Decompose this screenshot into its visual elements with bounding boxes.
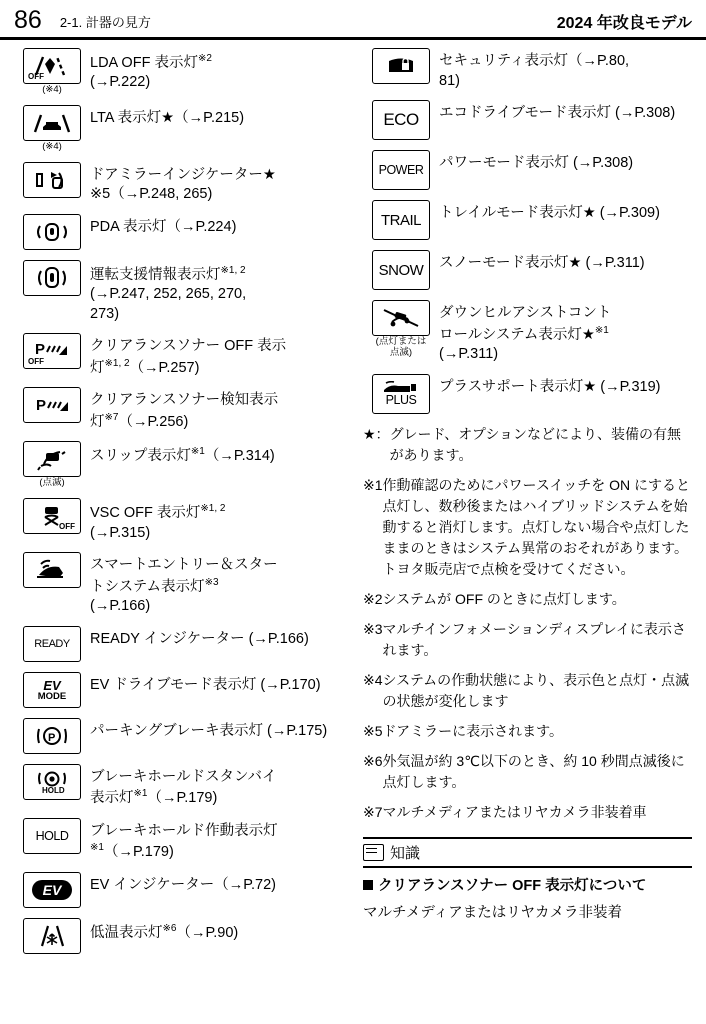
svg-text:P: P (36, 397, 47, 415)
symbol-description: ブレーキホールド作動表示灯 $^{※1}$（→P.179) (90, 822, 278, 861)
symbol-description: スマートエントリー＆スター トシステム表示灯$^{※3}$ (→P.166) (90, 557, 278, 615)
plus-support-icon (372, 374, 430, 414)
symbol-description: スリップ表示灯$^{※1}$（→P.314) (90, 446, 275, 465)
list-item (14, 333, 345, 378)
slip-indicator-icon (23, 441, 81, 477)
footnote-6 (363, 751, 692, 793)
mode-label: MODE (37, 690, 67, 702)
symbol-description: パーキングブレーキ表示灯 (→P.175) (90, 722, 328, 739)
footnote-mark: ※7 (363, 803, 383, 820)
off-label: OFF (28, 72, 44, 81)
symbol-description: セキュリティ表示灯（→P.80, 81) (439, 53, 630, 89)
list-item (14, 918, 345, 955)
knowledge-subheading-text: クリアランスソナー OFF 表示灯について (378, 877, 647, 894)
right-column (353, 48, 692, 964)
list-item (363, 374, 692, 415)
page-header (0, 0, 706, 40)
symbol-cell (363, 300, 439, 359)
symbol-description: PDA 表示灯（→P.224) (90, 218, 237, 235)
brake-hold-standby-icon (23, 764, 81, 800)
bullet-square-icon (363, 880, 373, 890)
symbol-cell (363, 200, 439, 241)
footnote-body: グレード、オプションなどにより、装備の有無があります。 (389, 425, 682, 463)
knowledge-subheading (363, 876, 692, 896)
list-item (14, 387, 345, 432)
symbol-caption: (点滅) (39, 477, 65, 489)
footnote-body: マルチメディアまたはリヤカメラ非装着車 (382, 803, 647, 820)
symbol-cell (14, 764, 90, 801)
knowledge-header (363, 837, 692, 868)
list-item (14, 260, 345, 325)
footnote-5 (363, 721, 692, 742)
list-item (14, 818, 345, 863)
symbol-description: EV インジケーター（→P.72) (90, 876, 277, 893)
left-column (14, 48, 353, 964)
footnote-mark: ※1 (363, 476, 383, 493)
symbol-cell (14, 214, 90, 251)
smart-entry-start-icon (23, 552, 81, 588)
power-mode-icon (372, 150, 430, 190)
svg-text:HOLD: HOLD (42, 785, 65, 794)
brake-hold-active-icon (23, 818, 81, 854)
symbol-description: 運転支援情報表示灯$^{※1, 2}$ (→P.247, 252, 265, 270, 273) (90, 264, 247, 322)
hold-label: HOLD (35, 828, 69, 843)
model-year-label: 2024 年改良モデル (556, 15, 692, 32)
symbol-cell (363, 48, 439, 85)
footnote-4 (363, 670, 692, 712)
symbol-description: 低温表示灯$^{※6}$（→P.90) (90, 922, 239, 941)
symbol-description: LDA OFF 表示灯$^{※2}$ (→P.222) (90, 53, 212, 91)
list-item (363, 150, 692, 191)
footnote-body: 外気温が約 3℃以下のとき、約 10 秒間点滅後に点灯します。 (382, 752, 685, 790)
symbol-cell (14, 552, 90, 589)
symbol-cell (14, 441, 90, 489)
ev-indicator-icon (23, 872, 81, 908)
off-label: OFF (59, 522, 75, 532)
list-item (363, 250, 692, 291)
list-item (363, 48, 692, 91)
symbol-description: トレイルモード表示灯★ (→P.309) (439, 205, 660, 222)
symbol-cell (14, 105, 90, 153)
parking-brake-icon (23, 718, 81, 754)
footnote-2 (363, 589, 692, 610)
downhill-assist-icon (372, 300, 430, 336)
list-item (14, 872, 345, 909)
symbol-cell (363, 100, 439, 141)
symbol-description: プラスサポート表示灯★ (→P.319) (439, 378, 661, 395)
door-mirror-indicator-icon (23, 162, 81, 198)
list-item (14, 552, 345, 617)
eco-drive-mode-icon (372, 100, 430, 140)
footnote-3 (363, 619, 692, 661)
clearance-sonar-off-icon (23, 333, 81, 369)
knowledge-book-icon (363, 844, 384, 861)
symbol-description: スノーモード表示灯★ (→P.311) (439, 255, 645, 272)
symbol-cell (363, 150, 439, 191)
pda-indicator-icon (23, 214, 81, 250)
svg-text:P: P (48, 731, 56, 744)
ev-label: EV (43, 677, 61, 693)
plus-label: PLUS (385, 392, 417, 407)
symbol-description: LTA 表示灯★（→P.215) (90, 109, 245, 126)
footnote-mark: ※5 (363, 722, 383, 739)
footnote-mark: ★： (363, 425, 390, 442)
symbol-cell (14, 498, 90, 535)
list-item (14, 48, 345, 96)
symbol-cell (14, 333, 90, 370)
symbol-description: ブレーキホールドスタンバイ 表示灯$^{※1}$（→P.179) (90, 768, 277, 807)
footnote-body: マルチインフォメーションディスプレイに表示されます。 (382, 620, 686, 658)
symbol-description: パワーモード表示灯 (→P.308) (439, 155, 634, 172)
symbol-description: エコドライブモード表示灯 (→P.308) (439, 105, 676, 122)
eco-label: ECO (383, 110, 419, 130)
symbol-cell (14, 872, 90, 909)
symbol-cell (14, 48, 90, 96)
symbol-cell (14, 718, 90, 755)
power-label: POWER (378, 163, 424, 178)
footnote-7 (363, 802, 692, 823)
footnote-body: システムが OFF のときに点灯します。 (382, 590, 626, 607)
footnote-star (363, 424, 692, 466)
symbol-cell (363, 250, 439, 291)
low-temperature-icon (23, 918, 81, 954)
security-indicator-icon (372, 48, 430, 84)
symbol-caption: (点灯または 点滅) (375, 336, 427, 359)
lta-indicator-icon (23, 105, 81, 141)
symbol-description: ドアミラーインジケーター★ ※5（→P.248, 265) (90, 166, 276, 203)
symbol-description: READY インジケーター (→P.166) (90, 630, 309, 647)
symbol-description: VSC OFF 表示灯$^{※1, 2}$ (→P.315) (90, 503, 226, 541)
list-item (14, 718, 345, 755)
ev-drive-mode-icon (23, 672, 81, 708)
list-item (14, 764, 345, 809)
content-columns (0, 40, 706, 964)
knowledge-title: 知識 (390, 844, 421, 862)
list-item (14, 162, 345, 205)
svg-text:P: P (35, 341, 46, 359)
footnote-body: システムの作動状態により、表示色と点灯・点滅の状態が変化します (382, 671, 690, 709)
ev-badge-label: EV (32, 880, 73, 900)
symbol-caption: (※4) (42, 84, 62, 95)
list-item (14, 672, 345, 709)
driving-assist-info-icon (23, 260, 81, 296)
symbol-cell (14, 260, 90, 297)
list-item (14, 498, 345, 543)
lda-off-indicator-icon (23, 48, 81, 84)
symbol-cell (363, 374, 439, 415)
symbol-description: EV ドライブモード表示灯 (→P.170) (90, 676, 321, 693)
vsc-off-icon (23, 498, 81, 534)
list-item (363, 300, 692, 365)
list-item (14, 105, 345, 153)
page-number: 86 (14, 6, 42, 34)
footnote-1 (363, 475, 692, 580)
symbol-cell (14, 918, 90, 955)
list-item (14, 441, 345, 489)
list-item (14, 214, 345, 251)
footnote-mark: ※4 (363, 671, 383, 688)
trail-mode-icon (372, 200, 430, 240)
section-title: 2-1. 計器の見方 (59, 15, 151, 30)
list-item (14, 626, 345, 663)
footnote-body: ドアミラーに表示されます。 (382, 722, 563, 739)
knowledge-paragraph: マルチメディアまたはリヤカメラ非装着 (363, 904, 622, 921)
clearance-sonar-detect-icon (23, 387, 81, 423)
ready-label: READY (34, 637, 70, 650)
symbol-cell (14, 672, 90, 709)
symbol-description: クリアランスソナー OFF 表示 灯$^{※1, 2}$（→P.257) (90, 338, 287, 376)
off-label: OFF (28, 357, 44, 367)
list-item (363, 200, 692, 241)
symbol-description: ダウンヒルアシストコント ロールシステム表示灯★$^{※1}$ (→P.311) (439, 305, 612, 363)
symbol-cell (14, 818, 90, 855)
snow-mode-icon (372, 250, 430, 290)
ready-indicator-icon (23, 626, 81, 662)
footnote-body: 作動確認のためにパワースイッチを ON にすると点灯し、数秒後またはハイブリッドシステムを始動すると消灯します。点灯しない場合や点灯したままのときはシステム異常のおそれがあります。トヨタ販売店で点検を受けてください。 (382, 476, 691, 577)
symbol-cell (14, 387, 90, 424)
trail-label: TRAIL (380, 211, 421, 229)
footnote-mark: ※3 (363, 620, 383, 637)
snow-label: SNOW (378, 261, 424, 279)
list-item (363, 100, 692, 141)
symbol-caption: (※4) (42, 140, 62, 152)
footnote-mark: ※2 (363, 590, 383, 607)
symbol-cell (14, 626, 90, 663)
symbol-cell (14, 162, 90, 199)
footnote-mark: ※6 (363, 752, 383, 769)
symbol-description: クリアランスソナー検知表示 灯$^{※7}$（→P.256) (90, 392, 279, 430)
